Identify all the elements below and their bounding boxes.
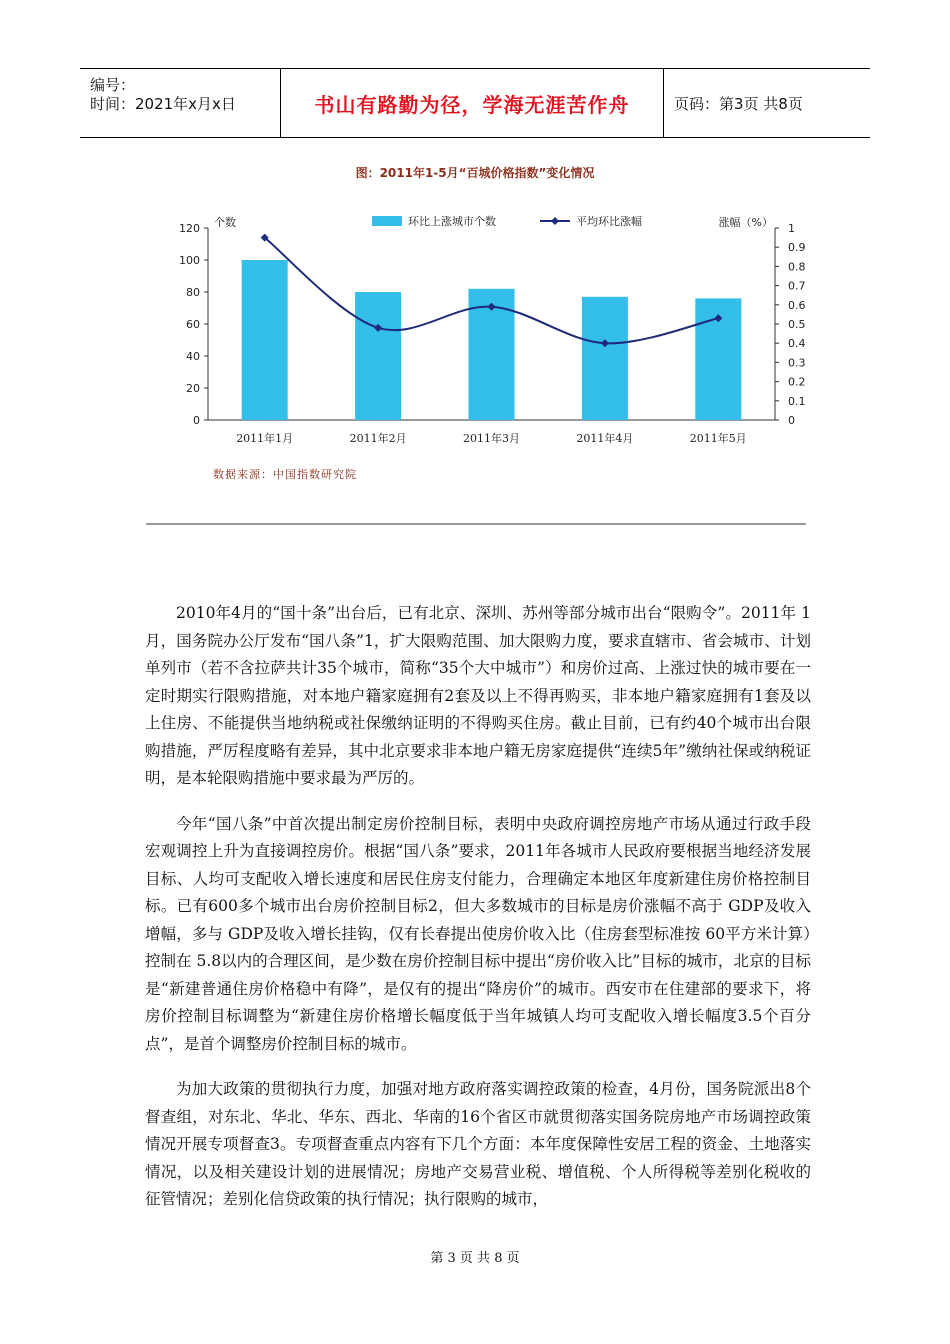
bar [242,260,288,420]
y-tick-label-right: 0.2 [788,375,806,389]
y-tick-label-right: 0.6 [788,298,806,312]
x-tick-label: 2011年3月 [463,432,520,445]
y-tick-label-left: 20 [186,382,200,395]
price-index-chart [150,205,810,455]
y-tick-label-left: 120 [179,222,200,235]
bar [355,292,401,420]
y-tick-label-left: 40 [186,350,200,363]
legend-bar-label: 环比上涨城市个数 [408,215,496,228]
x-tick-label: 2011年2月 [349,432,407,445]
y-tick-label-left: 60 [186,318,200,331]
y-tick-label-right: 0.9 [788,241,806,255]
header-motto: 书山有路勤为径，学海无涯苦作舟 [281,69,664,137]
y-tick-label-right: 0.4 [788,337,806,351]
x-tick-label: 2011年1月 [236,432,294,445]
legend-line-label: 平均环比涨幅 [576,215,642,228]
paragraph-2: 今年“国八条”中首次提出制定房价控制目标，表明中央政府调控房地产市场从通过行政手段宏观调控上升为直接调控房价。根据“国八条”要求，2011年各城市人民政府要根据当地经济发展目标、人均可支配收入增长速度和居民住房支付能力，合理确定本地区年度新建住房价格控制目标。已有600多个城市出台房价控制目标2，但大多数城市的目标是房价涨幅不高于 GDP及收入增幅，多与 GDP及收入增长挂钩，仅有长春提出使房价收入比（住房套型标准按 60平方米计算）控制在 5.8以内的合理区间，是少数在房价控制目标中提出“房价收入比”目标的城市，北京的目标是“新建普通住房价格稳中有降”，是仅有的提出“降房价”的城市。西安市在住建部的要求下，将房价控制目标调整为“新建住房价格增长幅度低于当年城镇人均可支配收入增长幅度3.5个百分点”，是首个调整房价控制目标的城市。 [145,814,811,1053]
chart-source: 数据来源：中国指数研究院 [213,468,357,481]
y-tick-label-left: 0 [193,414,200,427]
document-number-label: 编号： [90,76,136,94]
y-tick-label-right: 1 [788,222,795,235]
x-tick-label: 2011年4月 [576,432,634,445]
y-tick-label-right: 0.3 [788,356,806,370]
y-axis-left-title: 个数 [214,216,236,229]
y-tick-label-left: 100 [179,254,200,267]
legend-line-marker [551,217,559,225]
paragraph-3: 为加大政策的贯彻执行力度，加强对地方政府落实调控政策的检查，4月份，国务院派出8个督查组，对东北、华北、华东、西北、华南的16个省区市就贯彻落实国务院房地产市场调控政策情况开展专项督查3。专项督查重点内容有下几个方面：本年度保障性安居工程的资金、土地落实情况，以及相关建设计划的进展情况；房地产交易营业税、增值税、个人所得税等差别化税收的征管情况；差别化信贷政策的执行情况；执行限购的城市， [145,1080,811,1208]
y-tick-label-right: 0 [788,414,795,427]
document-header [80,68,870,138]
y-tick-label-right: 0.8 [788,260,806,274]
page-footer: 第 3 页 共 8 页 [430,1251,520,1266]
document-time-label: 时间：2021年x月x日 [90,95,236,113]
x-tick-label: 2011年5月 [689,432,747,445]
header-page-label: 页码：第3页 共8页 [674,94,803,113]
y-tick-label-left: 80 [186,286,200,299]
paragraph-1: 2010年4月的“国十条”出台后，已有北京、深圳、苏州等部分城市出台“限购令”。2011年 1月，国务院办公厅发布“国八条”1，扩大限购范围、加大限购力度，要求直辖市、省会城市、计划单列市（若不含拉萨共计35个城市，简称“35个大中城市”）和房价过高、上涨过快的城市要在一定时期实行限购措施，对本地户籍家庭拥有2套及以上不得再购买，非本地户籍家庭拥有1套及以上住房、不能提供当地纳税或社保缴纳证明的不得购买住房。截止目前，已有约40个城市出台限购措施，严厉程度略有差异，其中北京要求非本地户籍无房家庭提供“连续5年”缴纳社保或纳税证明，是本轮限购措施中要求最为严厉的。 [145,604,811,787]
y-axis-right-title: 涨幅（%） [718,216,773,229]
bar [582,297,628,420]
header-meta-cell [80,69,281,137]
body-text [145,600,811,1232]
y-tick-label-right: 0.1 [788,394,806,408]
y-tick-label-right: 0.7 [788,279,806,293]
legend-bar-swatch [372,216,402,226]
y-tick-label-right: 0.5 [788,318,806,331]
chart-title: 图：2011年1-5月“百城价格指数”变化情况 [355,166,595,180]
section-divider [146,523,806,525]
